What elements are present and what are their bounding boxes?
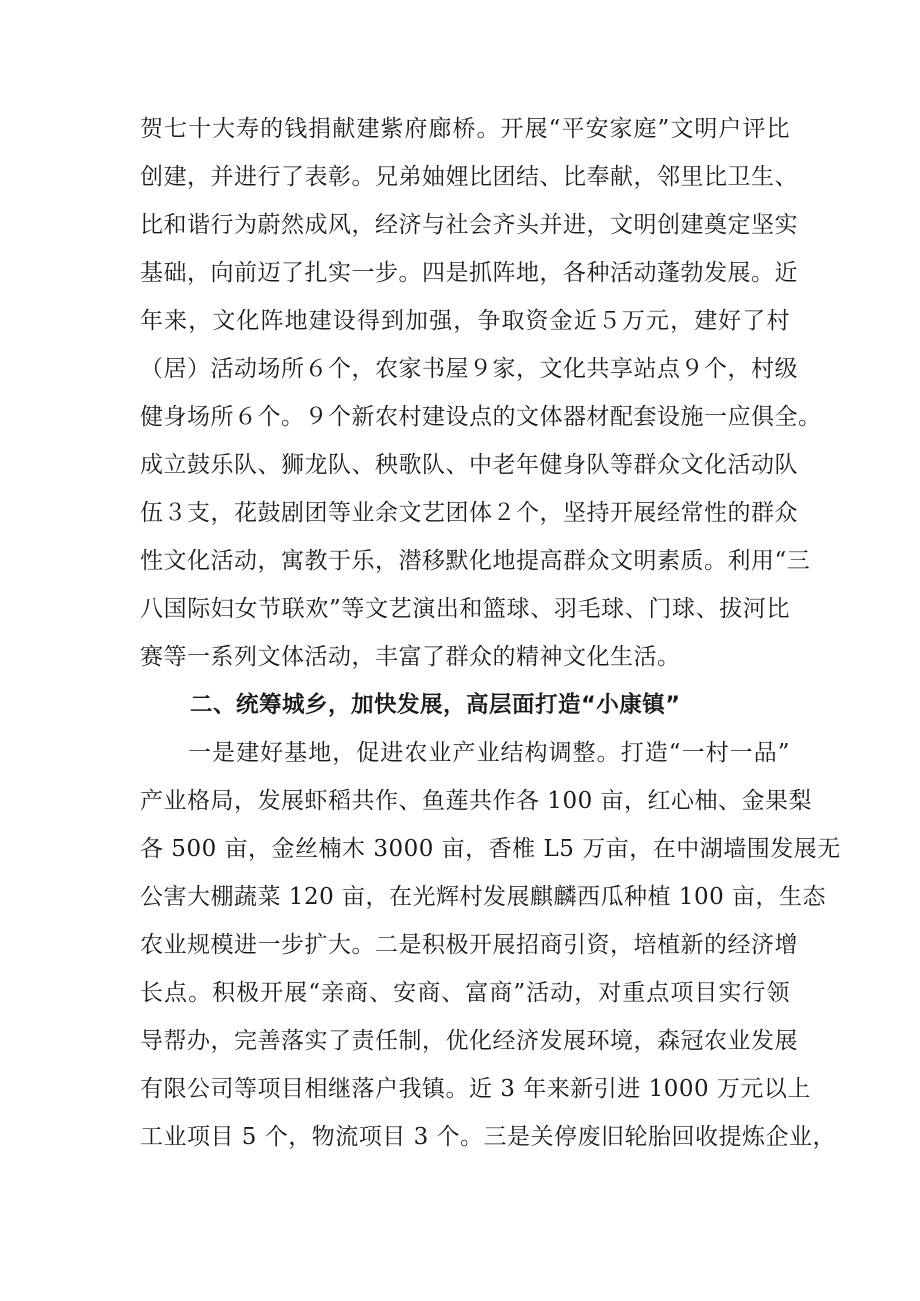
- text-line: 八国际妇女节联欢”等文艺演出和篮球、羽毛球、门球、拔河比: [140, 596, 790, 622]
- text-line: 产业格局，发展虾稻共作、鱼莲共作各 100 亩，红心柚、金果梨: [140, 788, 813, 814]
- text-line: 工业项目 5 个，物流项目 3 个。三是关停废旧轮胎回收提炼企业，: [140, 1124, 837, 1150]
- text-line: 有限公司等项目相继落户我镇。近 3 年来新引进 1000 万元以上: [140, 1076, 811, 1102]
- text-line: 导帮办，完善落实了责任制，优化经济发展环境，森冠农业发展: [140, 1028, 798, 1054]
- text-line: 比和谐行为蔚然成风，经济与社会齐头并进，文明创建奠定坚实: [140, 212, 798, 238]
- text-line: 创建，并进行了表彰。兄弟妯娌比团结、比奉献，邻里比卫生、: [140, 164, 798, 190]
- document-body: [140, 105, 841, 1161]
- text-line: 伍３支，花鼓剧团等业余文艺团体２个，坚持开展经常性的群众: [140, 500, 798, 526]
- text-line: （居）活动场所６个，农家书屋９家，文化共享站点９个，村级: [140, 356, 798, 382]
- text-line: 性文化活动，寓教于乐，潜移默化地提高群众文明素质。利用“三: [140, 548, 811, 574]
- text-line: 基础，向前迈了扎实一步。四是抓阵地，各种活动蓬勃发展。近: [140, 260, 798, 286]
- text-line: 成立鼓乐队、狮龙队、秧歌队、中老年健身队等群众文化活动队: [140, 452, 798, 478]
- text-line: 农业规模进一步扩大。二是积极开展招商引资，培植新的经济增: [140, 932, 798, 958]
- section-heading: 二、统筹城乡，加快发展，高层面打造“小康镇”: [190, 692, 681, 718]
- text-line: 赛等一系列文体活动，丰富了群众的精神文化生活。: [140, 644, 681, 670]
- text-line: 各 500 亩，金丝楠木 3000 亩，香椎 L5 万亩，在中湖墙围发展无: [140, 836, 841, 862]
- text-line: 健身场所６个。９个新农村建设点的文体器材配套设施一应俱全。: [140, 404, 822, 430]
- text-line: 长点。积极开展“亲商、安商、富商”活动，对重点项目实行领: [140, 980, 790, 1006]
- text-line: 年来，文化阵地建设得到加强，争取资金近５万元，建好了村: [140, 308, 790, 334]
- text-line: 公害大棚蔬菜 120 亩，在光辉村发展麒麟西瓜种植 100 亩，生态: [140, 884, 827, 910]
- text-line: 贺七十大寿的钱捐献建紫府廊桥。开展“平安家庭”文明户评比: [140, 116, 790, 142]
- text-line: 一是建好基地，促进农业产业结构调整。打造“一村一品”: [188, 740, 790, 766]
